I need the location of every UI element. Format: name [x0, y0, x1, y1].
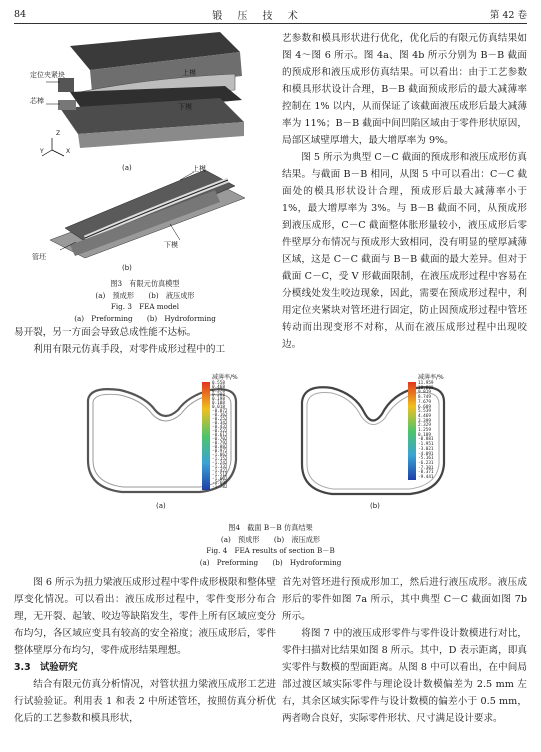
figure-4: [60, 370, 480, 518]
legend-value: -0.342: [212, 421, 228, 426]
right-bottom-p2: 将图 7 中的液压成形零件与零件设计数模进行对比，零件扫描对比结果如图 8 所示。其中，D 表示距离，即真实零件与数模的型面距离。从图 8 中可以看出，在中间局部过渡区域实际零件与理论设计数模偏差为 2.5 mm 左右，其余区域实际零件与设计数模的偏差小于 0.5 mm，两者吻合良好，实际零件形状、尺寸满足设计要求。: [282, 628, 527, 724]
right-bottom-text: [282, 574, 527, 727]
fig4-caption-cn: 图4 截面 B－B 仿真结果: [228, 523, 313, 532]
axis-x: X: [66, 148, 71, 155]
fig3-caption-en: Fig. 3 FEA model: [110, 302, 180, 311]
left-top-p2: 利用有限元仿真手段，对零件成形过程中的工: [33, 344, 226, 355]
label-upper-die-b: 上模: [192, 165, 206, 173]
right-top-text: [282, 30, 527, 353]
legend-value: -0.702: [212, 437, 228, 442]
legend-value: -1.242: [212, 461, 228, 466]
legend-value: 0.378: [212, 389, 225, 394]
fig3a-model: [42, 32, 244, 156]
left-top-p1: 易开裂，另一方面会导致总成性能不达标。: [14, 327, 197, 338]
fig4a-legend-values: [212, 382, 228, 490]
fig3-caption-cn: 图3 有限元仿真模型: [110, 279, 180, 288]
legend-value: -6.231: [418, 460, 434, 466]
legend-value: 0.018: [212, 405, 225, 410]
journal-title: 锻 压 技 术: [212, 10, 304, 22]
legend-value: -0.792: [212, 441, 228, 446]
legend-value: -0.252: [212, 417, 228, 422]
fig4-sub-a: (a): [156, 502, 166, 510]
fig3b-model: [50, 170, 245, 258]
legend-value: -3.021: [418, 446, 434, 452]
figure-3: [30, 30, 255, 275]
legend-value: -7.301: [418, 465, 434, 471]
legend-value: 0.198: [212, 397, 225, 402]
legend-value: -1.602: [212, 477, 228, 482]
legend-value: -0.432: [212, 425, 228, 430]
fig3-caption-cn-sub: (a) 预成形 (b) 液压成形: [95, 290, 195, 300]
fig3-sub-b: (b): [122, 264, 132, 272]
label-clamp: 定位夹紧块: [30, 71, 65, 79]
legend-value: -1.332: [212, 465, 228, 470]
legend-value: -1.692: [212, 481, 228, 486]
axis-y: Y: [40, 148, 44, 155]
legend-value: 0.189: [418, 432, 431, 438]
fig4-caption-cn-sub: (a) 预成形 (b) 液压成形: [220, 534, 321, 544]
left-bottom-p1: 图 6 所示为扭力梁液压成形过程中零件成形极限和整体壁厚变化情况。可以看出：液压成形过程中，零件变形分布合理，无开裂、起皱、咬边等缺陷发生，零件上所有区域应变分布均匀，各区域应变具有较高的安全裕度；液压成形后，零件整体壁厚分布均匀，零件成形结果理想。: [14, 577, 276, 656]
legend-value: 7.679: [418, 399, 431, 405]
header-rule: [14, 23, 527, 24]
right-bottom-p1: 首先对管坯进行预成形加工，然后进行液压成形。液压成形后的零件如图 7a 所示，其中典型 C－C 截面如图 7b 所示。: [282, 577, 527, 622]
legend-value: -0.162: [212, 413, 228, 418]
legend-value: 2.329: [418, 423, 431, 429]
legend-value: -0.612: [212, 433, 228, 438]
legend-value: -8.371: [418, 470, 434, 476]
label-upper-die-a: 上模: [182, 69, 196, 77]
legend-value: -1.422: [212, 469, 228, 474]
label-core: 芯棒: [30, 97, 44, 105]
fig4b-legend-bar: [408, 382, 416, 480]
legend-value: -5.161: [418, 456, 434, 462]
fig4a-legend-bar: [202, 382, 210, 490]
legend-value: 0.468: [212, 385, 225, 390]
legend-value: -0.881: [418, 437, 434, 443]
legend-value: 9.819: [418, 390, 431, 396]
left-bottom-p2: 结合有限元仿真分析情况，对管状扭力梁液压成形工艺进行试验验证。利用表 1 和表 2 中所述管坯，按照仿真分析优化后的工艺参数和模具形状，: [14, 679, 276, 724]
legend-value: -0.072: [212, 409, 228, 414]
right-top-p1: 艺参数和模具形状进行优化，优化后的有限元仿真结果如图 4～图 6 所示。图 4a、图 4b 所示分别为 B－B 截面的预成形和液压成形仿真结果。可以看出：由于工艺参数和模具形状设计合理，B－B 截面预成形后的最大减薄率控制在 1% 以内，从而保证了该截面液压成形后最大减薄率为 11%；B－B 截面中间凹陷区域由于零件形状原因，局部区域壁厚增大，最大增厚率为 9%。: [282, 33, 527, 146]
label-lower-die-a: 下模: [178, 103, 192, 111]
right-top-p2: 图 5 所示为典型 C－C 截面的预成形和液压成形仿真结果。与截面 B－B 相同，从图 5 中可以看出：C－C 截面处的模具形状设计合理，预成形后最大减薄率小于 1%，最大增厚率为 3%。与 B－B 截面不同，从预成形到液压成形，C－C 截面整体胀形量较小，液压成形后零件壁厚分布情况与预成形大致相同，没有明显的壁厚减薄区域，这是 C－C 截面与 B－B 截面的最大差异。但对于截面 C－C，受 V 形截面限制，在液压成形过程中容易在分模线处发生咬边现象，因此，需要在预成形过程中，利用定位夹紧块对管坯进行固定，防止因预成形过程中管坯转动而出现变形不对称，从而在液压成形过程中出现咬边。: [282, 152, 527, 350]
legend-value: 10.889: [418, 385, 434, 391]
legend-value: -1.512: [212, 473, 228, 478]
fig4-sub-b: (b): [370, 502, 380, 510]
running-header: [14, 6, 527, 22]
fig3-caption-en-sub: (a) Preforming (b) Hydroforming: [74, 313, 216, 323]
fig4b-legend-title: 减薄率/%: [418, 374, 444, 381]
left-bottom-text: [14, 574, 276, 727]
legend-value: 11.959: [418, 381, 434, 386]
legend-value: 1.259: [418, 428, 431, 434]
legend-value: -1.782: [212, 485, 228, 490]
legend-value: 5.539: [418, 409, 431, 415]
legend-value: 3.399: [418, 418, 431, 424]
legend-value: -0.882: [212, 445, 228, 450]
axis-z: Z: [56, 130, 61, 137]
legend-value: 0.558: [212, 381, 225, 386]
page-number: 84: [14, 8, 27, 20]
section-heading-3-3: 3.3 试验研究: [14, 662, 78, 673]
legend-value: 0.288: [212, 393, 225, 398]
label-tube: 管坯: [32, 253, 46, 261]
legend-value: -1.152: [212, 457, 228, 462]
figure-3-drawing: [30, 30, 255, 275]
legend-value: 0.108: [212, 401, 225, 406]
figure-3-caption: [14, 278, 276, 324]
fig4a-legend-title: 减薄率/%: [212, 374, 238, 381]
fig4b-legend-values: [418, 382, 434, 481]
legend-value: -1.062: [212, 453, 228, 458]
legend-value: 8.749: [418, 395, 431, 401]
legend-value: -9.441: [418, 475, 434, 481]
legend-value: -0.522: [212, 429, 228, 434]
fig4-caption-en-sub: (a) Preforming (b) Hydroforming: [199, 557, 342, 567]
legend-value: 6.609: [418, 404, 431, 410]
label-lower-die-b: 下模: [164, 241, 178, 249]
legend-value: -4.091: [418, 451, 434, 457]
legend-value: -1.951: [418, 442, 434, 448]
legend-value: -0.972: [212, 449, 228, 454]
left-top-text: [14, 324, 276, 358]
figure-4-drawing: [60, 370, 480, 518]
fig3-sub-a: (a): [122, 164, 132, 172]
fig4-caption-en: Fig. 4 FEA results of section B－B: [206, 546, 335, 555]
volume-label: 第 42 卷: [489, 10, 527, 21]
figure-4-caption: [14, 522, 527, 568]
legend-value: 4.469: [418, 413, 431, 419]
